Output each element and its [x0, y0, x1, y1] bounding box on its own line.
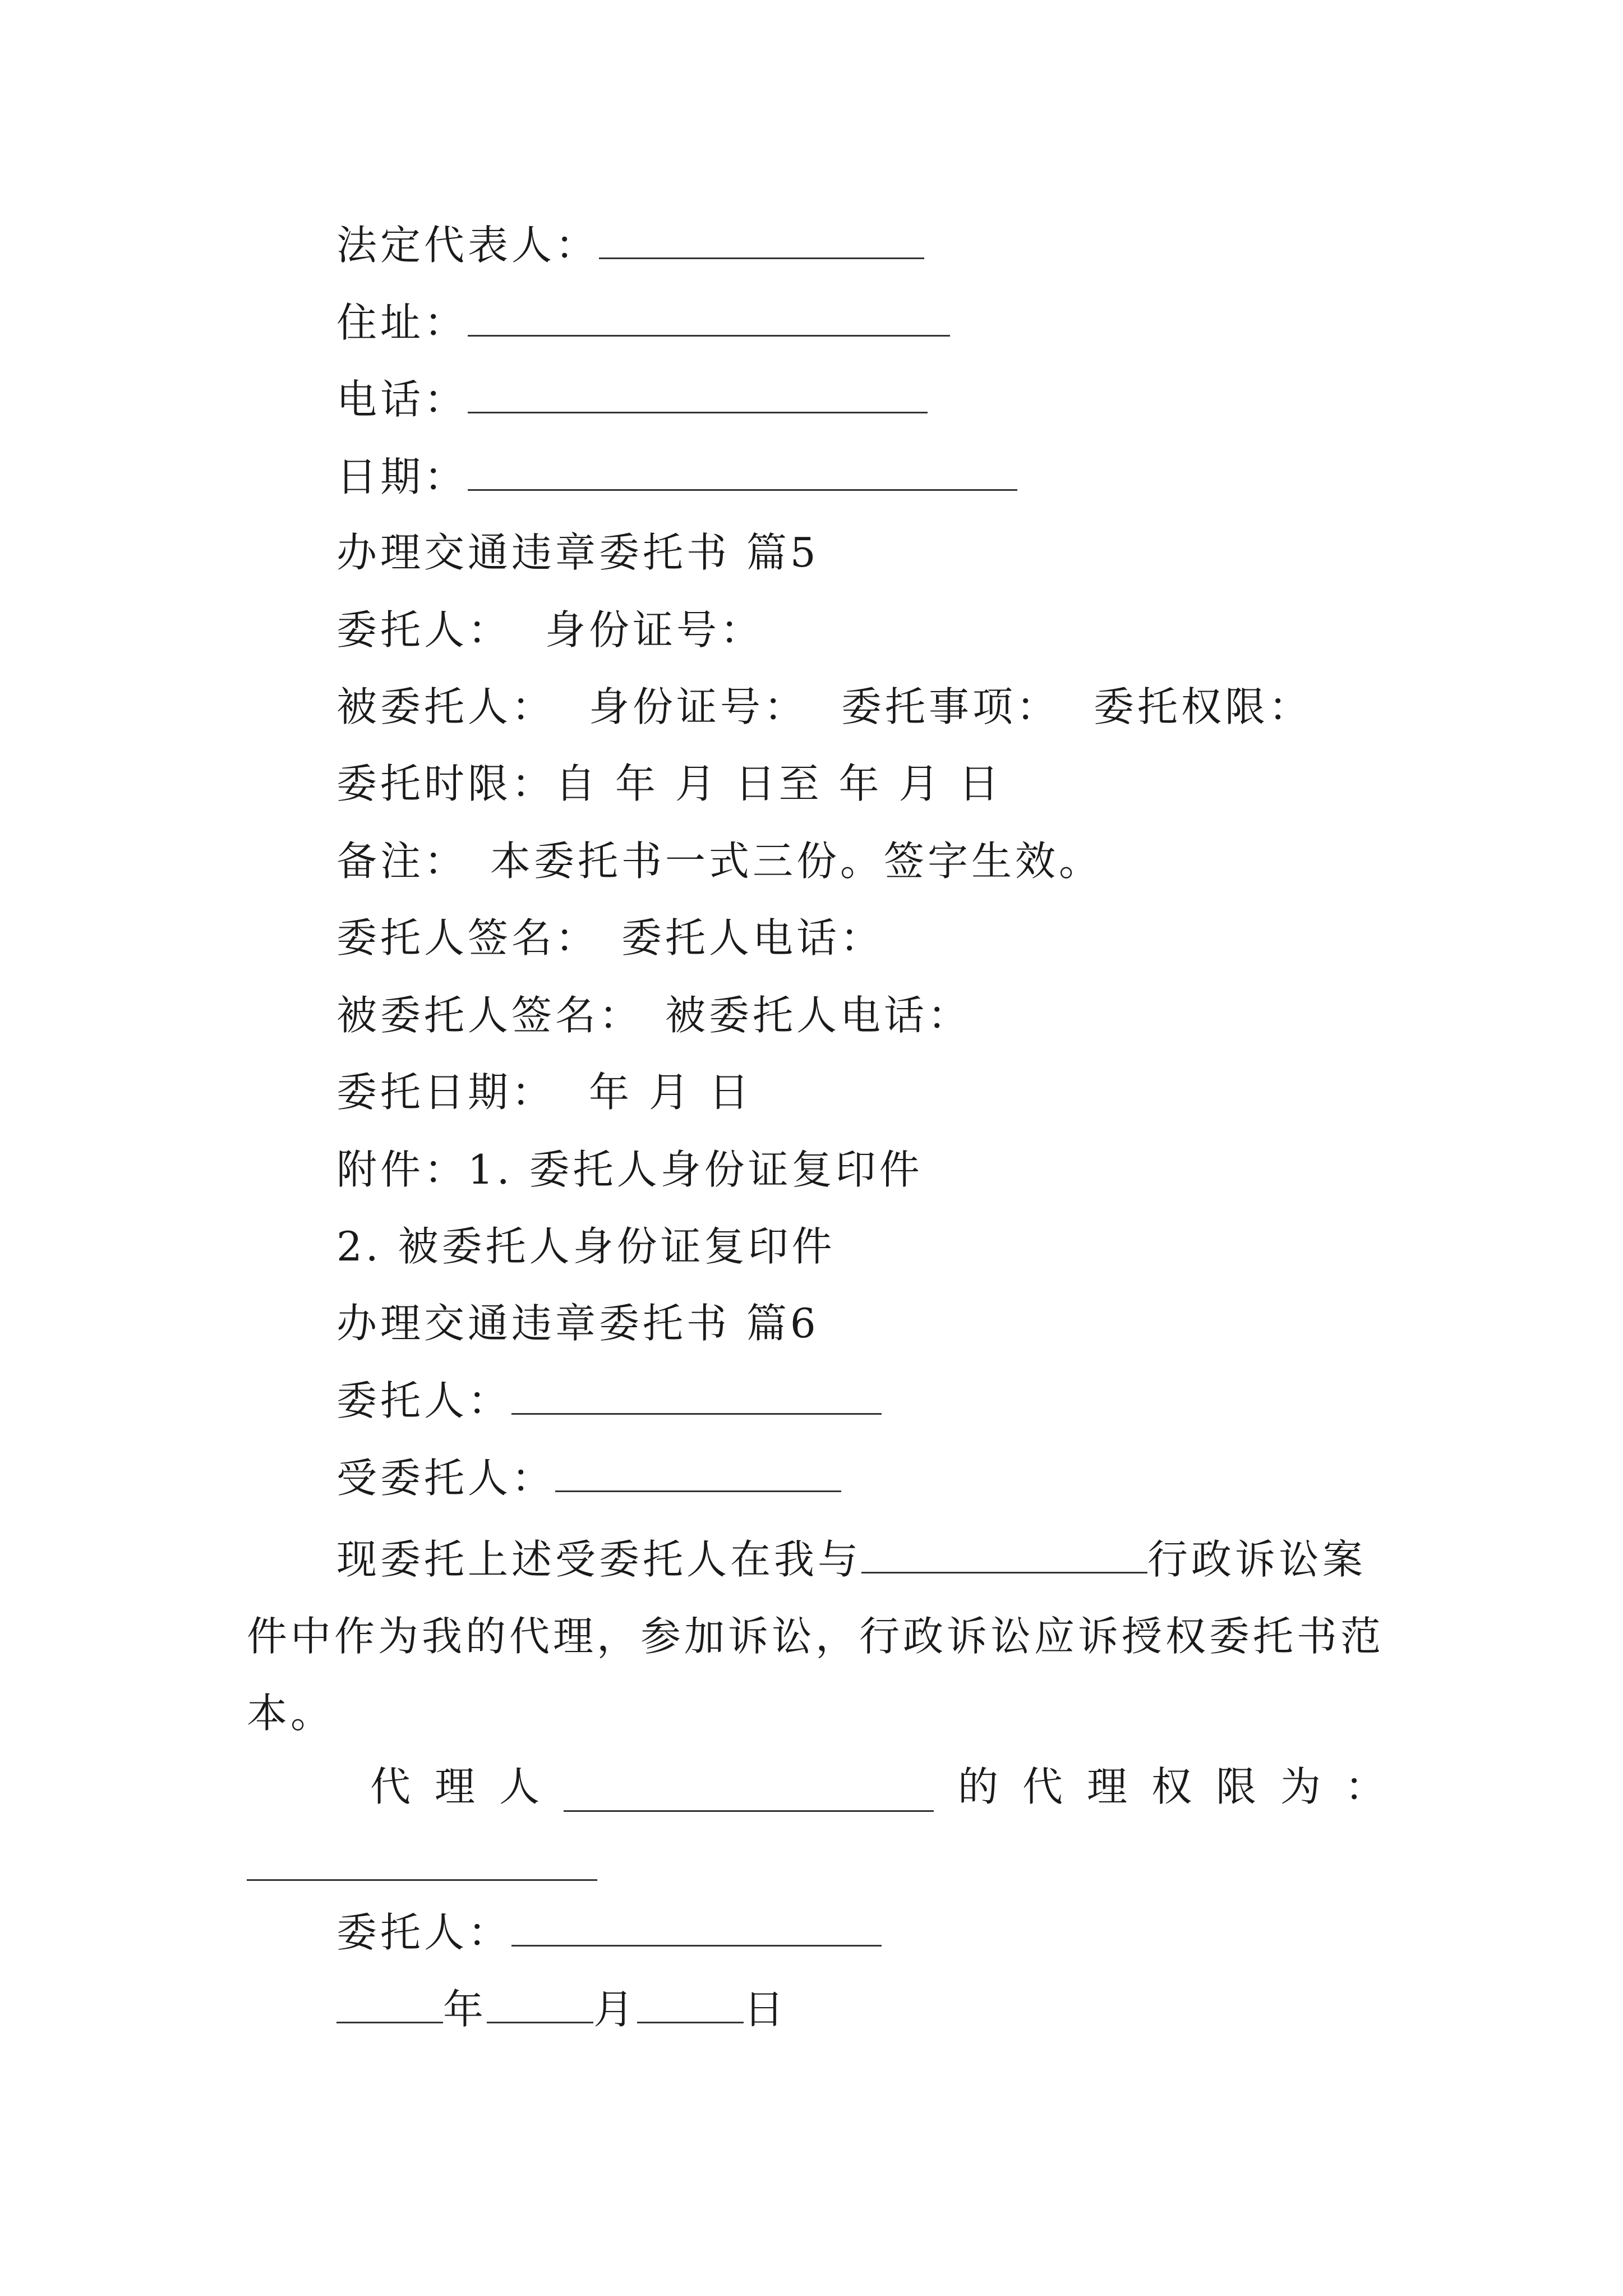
entrust-date-label: 委托日期： — [336, 1069, 556, 1116]
section5-line9: 2. 被委托人身份证复印件 — [336, 1223, 836, 1270]
authority-char: 理 — [435, 1763, 476, 1810]
agent-phone-label: 被委托人电话： — [665, 992, 972, 1039]
authority-agent-blank[interactable] — [564, 1773, 934, 1812]
principal-label: 委托人： — [336, 1377, 512, 1424]
agent-label: 受委托人： — [336, 1455, 556, 1502]
remarks-label: 备注： — [336, 838, 468, 885]
principal-label-2: 委托人： — [336, 1909, 512, 1956]
day-label: 日 — [744, 1986, 788, 2033]
section6-principal-line — [336, 1375, 882, 1426]
day-blank[interactable] — [637, 1985, 744, 2023]
section5-line2 — [336, 682, 1312, 732]
legal-rep-blank[interactable] — [599, 220, 924, 259]
agent-signature-label: 被委托人签名： — [336, 992, 643, 1039]
principal-blank[interactable] — [511, 1376, 882, 1415]
authority-char: 理 — [1086, 1763, 1127, 1810]
remarks-text: 本委托书一式三份。签字生效。 — [490, 838, 1103, 885]
case-blank[interactable] — [861, 1535, 1147, 1573]
phone-line — [336, 374, 928, 425]
agent-id-label: 身份证号： — [589, 683, 808, 730]
legal-rep-line — [336, 220, 924, 270]
month-label: 月 — [593, 1986, 638, 2033]
principal-label: 委托人： — [336, 606, 512, 654]
year-label: 年 — [443, 1986, 487, 2033]
date-line — [336, 452, 1017, 502]
authority-char: ： — [1344, 1763, 1385, 1810]
year-blank[interactable] — [336, 1985, 443, 2023]
section5-line7 — [336, 1067, 753, 1117]
section6-agent-line — [336, 1453, 841, 1503]
date-blank[interactable] — [468, 452, 1017, 491]
address-blank[interactable] — [468, 298, 950, 337]
authority-label: 委托权限： — [1094, 683, 1313, 730]
address-label: 住址： — [336, 299, 468, 346]
date-label: 日期： — [336, 453, 468, 500]
phone-label: 电话： — [336, 376, 468, 423]
signature-date-line — [336, 1984, 787, 2035]
entrust-date-value: 年 月 日 — [589, 1069, 753, 1116]
address-line — [336, 297, 950, 348]
principal-phone-label: 委托人电话： — [621, 914, 884, 961]
entrust-paragraph — [247, 1521, 1385, 1752]
para-rest: 行政诉讼案件中作为我的代理，参加诉讼，行政诉讼应诉授权委托书范本。 — [247, 1536, 1385, 1737]
section5-line8: 附件：1. 委托人身份证复印件 — [336, 1146, 923, 1193]
section6-heading: 办理交通违章委托书 篇6 — [336, 1300, 819, 1347]
section5-line5 — [336, 913, 884, 963]
matters-label: 委托事项： — [841, 683, 1061, 730]
section6-principal-line-2 — [336, 1907, 882, 1958]
agent-blank[interactable] — [555, 1453, 841, 1492]
authority-char: 的 — [957, 1763, 998, 1810]
authority-char: 权 — [1151, 1763, 1192, 1810]
authority-char: 代 — [1022, 1763, 1063, 1810]
section5-line6 — [336, 990, 971, 1041]
authority-line — [370, 1761, 1385, 1812]
principal-blank-2[interactable] — [511, 1908, 882, 1947]
section5-line3: 委托时限：自 年 月 日至 年 月 日 — [336, 760, 1003, 807]
month-blank[interactable] — [487, 1985, 593, 2023]
authority-char: 限 — [1215, 1763, 1256, 1810]
authority-char: 人 — [499, 1763, 540, 1810]
agent-label: 被委托人： — [336, 683, 556, 730]
section5-line1 — [336, 605, 764, 655]
authority-scope-blank[interactable] — [247, 1879, 597, 1881]
authority-char: 代 — [370, 1763, 411, 1810]
legal-rep-label: 法定代表人： — [336, 222, 600, 269]
principal-signature-label: 委托人签名： — [336, 914, 600, 961]
section5-heading: 办理交通违章委托书 篇5 — [336, 529, 819, 576]
phone-blank[interactable] — [468, 375, 928, 413]
authority-char: 为 — [1280, 1763, 1321, 1810]
id-number-label: 身份证号： — [545, 606, 764, 654]
section5-line4 — [336, 836, 1103, 886]
para-start: 现委托上述受委托人在我与 — [336, 1536, 862, 1583]
